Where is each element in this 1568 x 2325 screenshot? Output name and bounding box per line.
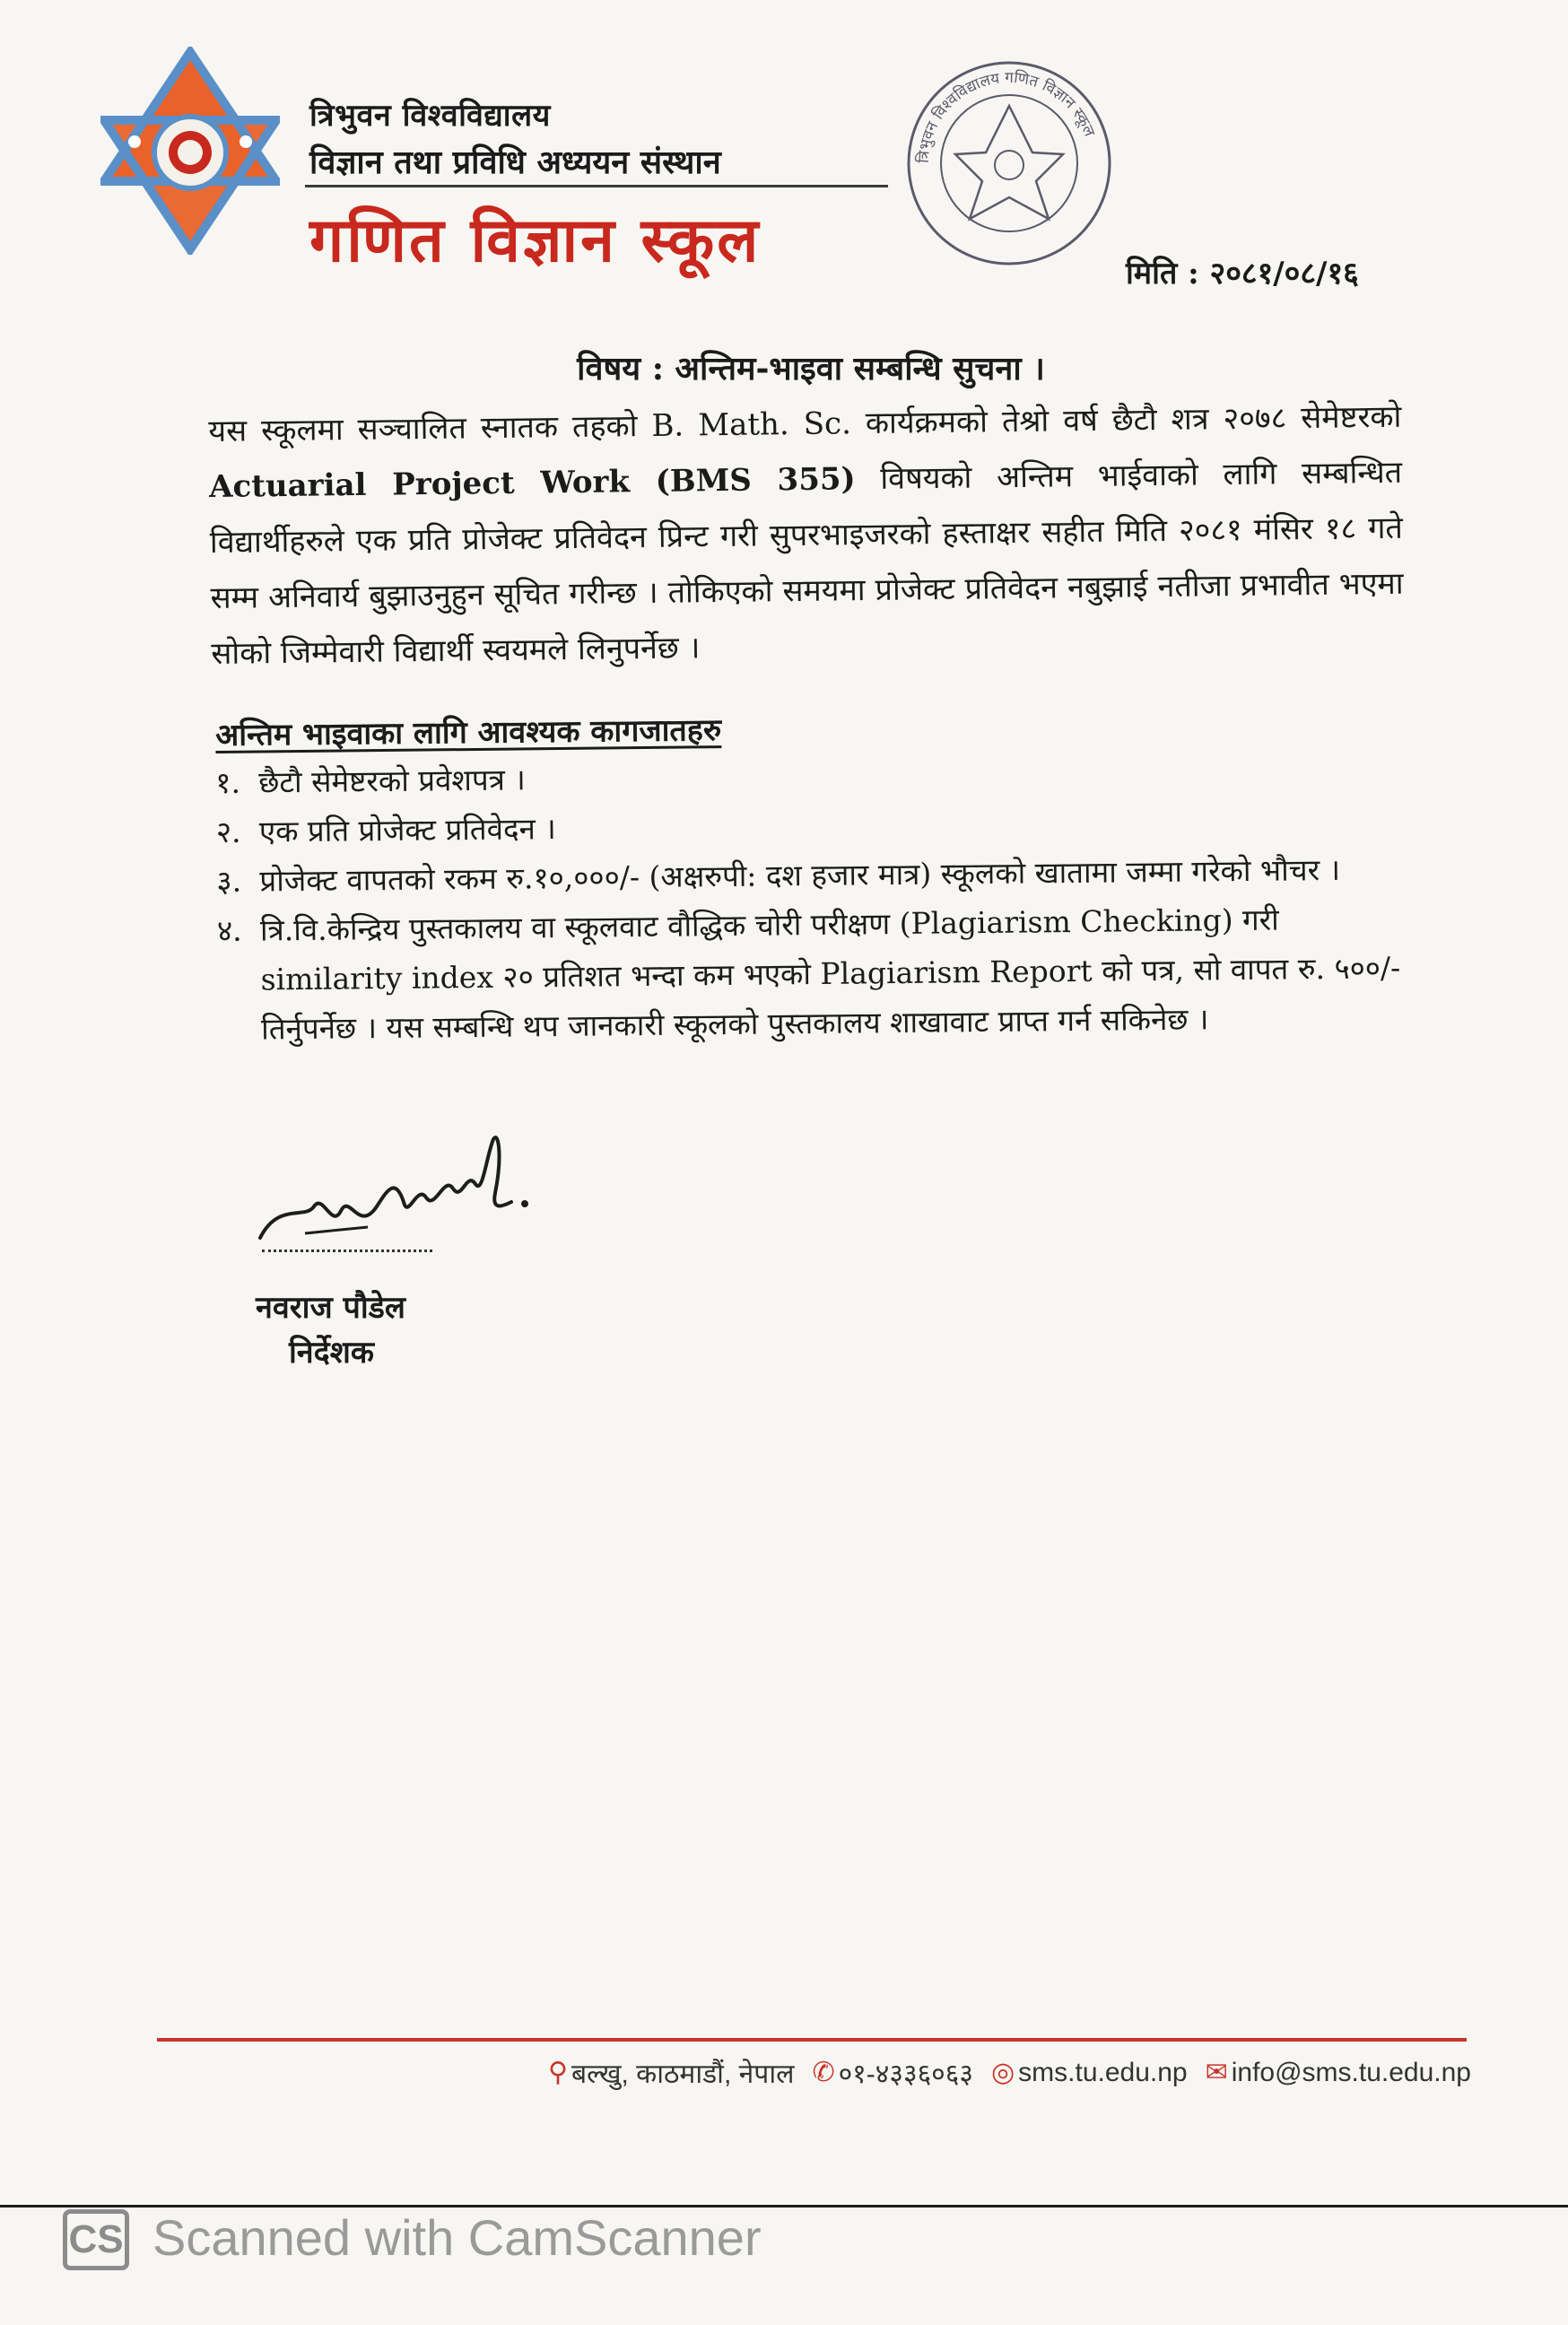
list-item-text: प्रोजेक्ट वापतको रकम रु.१०,०००/- (अक्षरुपी: दश हजार मात्र) स्कूलको खातामा जम्मा गरेको भौचर । [259, 851, 1341, 899]
scanner-watermark: Scanned with CamScanner [152, 2209, 762, 2266]
notice-date: मिति : २०८१/०८/१६ [1126, 256, 1359, 292]
list-item-number: ३. [216, 863, 242, 899]
list-item-number: १. [215, 764, 241, 800]
subject-line [0, 345, 1568, 389]
scanner-divider [0, 2205, 1568, 2207]
address-text: बल्खु, काठमाडौं, नेपाल [571, 2059, 795, 2089]
signatory-title: निर्देशक [289, 1335, 374, 1371]
handwritten-signature [251, 1121, 574, 1265]
footer-divider [157, 2038, 1467, 2042]
documents-heading: अन्तिम भाइवाका लागि आवश्यक कागजातहरु [215, 712, 722, 753]
header-divider [305, 185, 888, 187]
footer-email [1206, 2057, 1471, 2088]
website-text: sms.tu.edu.np [1018, 2057, 1188, 2087]
footer-website [991, 2057, 1188, 2088]
official-seal [902, 56, 1117, 271]
university-name: त्रिभुवन विश्वविद्यालय [309, 98, 551, 134]
camscanner-logo-icon: CS [63, 2209, 129, 2270]
seal-text: त्रिभुवन विश्वविद्यालय गणित विज्ञान स्कूल [914, 68, 1099, 164]
institute-name: विज्ञान तथा प्रविधि अध्ययन संस्थान [309, 144, 721, 181]
signature-line [262, 1250, 432, 1252]
documents-list [215, 745, 1402, 1054]
globe-icon: ◎ [990, 2058, 1015, 2087]
signatory-name: नवराज पौडेल [256, 1290, 405, 1326]
course-name: Actuarial Project Work (BMS 355) [208, 461, 856, 505]
list-item [217, 893, 1403, 1054]
footer-phone [812, 2054, 973, 2091]
envelope-icon: ✉ [1205, 2058, 1228, 2087]
list-item-number: ४. [216, 912, 242, 948]
phone-text: ०१-४३३६०६३ [838, 2059, 973, 2089]
location-pin-icon: ⚲ [547, 2058, 568, 2087]
body-part-2: विषयको अन्तिम भाईवाको लागि सम्बन्धित विद्यार्थीहरुले एक प्रति प्रोजेक्ट प्रतिवेदन प्रिन्ट गरी सुपरभाइजरको हस्ताक्षर सहीत मिति २०८१ मंसिर १८ गते सम्म अनिवार्य बुझाउनुहुन सूचित गरीन्छ । तोकिएको समयमा प्रोजेक्ट प्रतिवेदन नबुझाई नतीजा प्रभावीत भएमा सोको जिम्मेवारी विद्यार्थी स्वयमले लिनुपर्नेछ । [209, 454, 1404, 672]
list-item-number: २. [215, 814, 241, 849]
phone-icon: ✆ [812, 2058, 835, 2087]
subject-text: विषय : अन्तिम-भाइवा सम्बन्धि सुचना । [577, 350, 1045, 388]
school-name: गणित विज्ञान स्कूल [309, 205, 762, 276]
body-part-1: यस स्कूलमा सञ्चालित स्नातक तहको B. Math. Sc. कार्यक्रमको तेश्रो वर्ष छैटौ शत्र २०७८ सेमेष्टरको [208, 398, 1402, 449]
notice-body [208, 389, 1405, 682]
list-item-text: एक प्रति प्रोजेक्ट प्रतिवेदन । [258, 811, 557, 849]
list-item-text: त्रि.वि.केन्द्रिय पुस्तकालय वा स्कूलवाट वौद्धिक चोरी परीक्षण (Plagiarism Checking) गरी similarity index २० प्रतिशत भन्दा कम भएको Plagiarism Report को पत्र, सो वापत रु. ५००/- तिर्नुपर्नेछ । यस सम्बन्धि थप जानकारी स्कूलको पुस्तकालय शाखावाट प्राप्त गर्न सकिनेछ । [259, 901, 1401, 1047]
list-item-text: छैटौ सेमेष्टरको प्रवेशपत्र । [258, 762, 526, 800]
footer-address [548, 2054, 794, 2091]
footer-contact [538, 2054, 1471, 2091]
university-logo [100, 47, 280, 255]
email-text: info@sms.tu.edu.np [1231, 2057, 1471, 2087]
